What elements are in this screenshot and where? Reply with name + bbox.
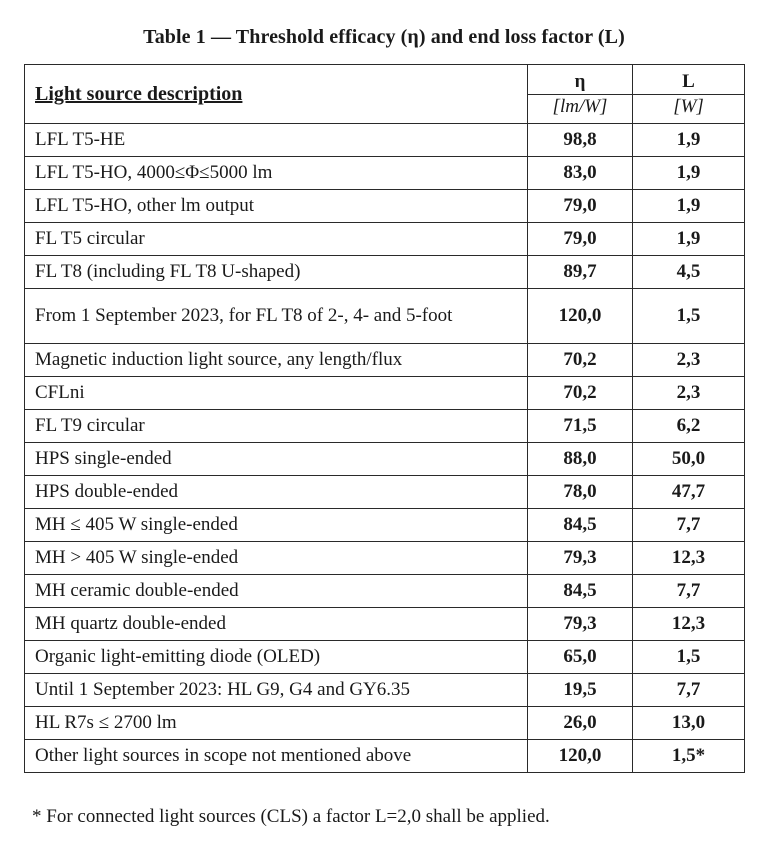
table-row xyxy=(25,124,745,157)
row-l-value: 12,3 xyxy=(633,542,745,575)
row-eta-value: 83,0 xyxy=(528,157,633,190)
column-header-description: Light source description xyxy=(25,65,528,124)
row-description: Until 1 September 2023: HL G9, G4 and GY6.35 xyxy=(25,674,528,707)
row-description: MH quartz double-ended xyxy=(25,608,528,641)
row-description: HPS double-ended xyxy=(25,476,528,509)
row-l-value: 1,5* xyxy=(633,740,745,773)
table-row xyxy=(25,223,745,256)
row-eta-value: 120,0 xyxy=(528,740,633,773)
row-description: FL T9 circular xyxy=(25,410,528,443)
row-description: LFL T5-HO, other lm output xyxy=(25,190,528,223)
row-description: MH ≤ 405 W single-ended xyxy=(25,509,528,542)
table-row xyxy=(25,542,745,575)
row-l-value: 7,7 xyxy=(633,674,745,707)
efficacy-table xyxy=(24,64,745,773)
row-l-value: 2,3 xyxy=(633,344,745,377)
row-description: MH > 405 W single-ended xyxy=(25,542,528,575)
row-eta-value: 79,3 xyxy=(528,608,633,641)
table-caption: Table 1 — Threshold efficacy (η) and end loss factor (L) xyxy=(143,26,625,48)
table-row xyxy=(25,256,745,289)
row-l-value: 1,9 xyxy=(633,190,745,223)
row-eta-value: 84,5 xyxy=(528,575,633,608)
row-eta-value: 84,5 xyxy=(528,509,633,542)
row-description: LFL T5-HE xyxy=(25,124,528,157)
table-row xyxy=(25,740,745,773)
row-eta-value: 79,0 xyxy=(528,223,633,256)
table-row xyxy=(25,509,745,542)
row-description: Organic light-emitting diode (OLED) xyxy=(25,641,528,674)
table-row xyxy=(25,641,745,674)
row-l-value: 1,9 xyxy=(633,157,745,190)
table-row xyxy=(25,157,745,190)
row-l-value: 2,3 xyxy=(633,377,745,410)
table-row xyxy=(25,190,745,223)
table-row xyxy=(25,443,745,476)
row-l-value: 1,9 xyxy=(633,223,745,256)
table-row xyxy=(25,707,745,740)
row-eta-value: 89,7 xyxy=(528,256,633,289)
table-row xyxy=(25,674,745,707)
row-eta-value: 78,0 xyxy=(528,476,633,509)
row-description: MH ceramic double-ended xyxy=(25,575,528,608)
row-eta-value: 79,0 xyxy=(528,190,633,223)
row-eta-value: 19,5 xyxy=(528,674,633,707)
table-row xyxy=(25,344,745,377)
row-description: CFLni xyxy=(25,377,528,410)
table-footnote: * For connected light sources (CLS) a factor L=2,0 shall be applied. xyxy=(32,806,550,827)
row-eta-value: 88,0 xyxy=(528,443,633,476)
row-l-value: 1,9 xyxy=(633,124,745,157)
row-description: Other light sources in scope not mentioned above xyxy=(25,740,528,773)
column-header-l: L xyxy=(633,65,745,95)
column-unit-eta: [lm/W] xyxy=(528,95,633,124)
row-l-value: 1,5 xyxy=(633,289,745,344)
table-row xyxy=(25,608,745,641)
row-l-value: 1,5 xyxy=(633,641,745,674)
row-description: HL R7s ≤ 2700 lm xyxy=(25,707,528,740)
row-l-value: 4,5 xyxy=(633,256,745,289)
table-row xyxy=(25,575,745,608)
row-eta-value: 65,0 xyxy=(528,641,633,674)
row-l-value: 50,0 xyxy=(633,443,745,476)
row-l-value: 13,0 xyxy=(633,707,745,740)
column-unit-l: [W] xyxy=(633,95,745,124)
table-row xyxy=(25,377,745,410)
row-l-value: 47,7 xyxy=(633,476,745,509)
row-eta-value: 70,2 xyxy=(528,344,633,377)
table-row xyxy=(25,410,745,443)
table-row xyxy=(25,289,745,344)
row-l-value: 12,3 xyxy=(633,608,745,641)
row-l-value: 7,7 xyxy=(633,509,745,542)
row-description: FL T8 (including FL T8 U-shaped) xyxy=(25,256,528,289)
table-row xyxy=(25,476,745,509)
row-description: LFL T5-HO, 4000≤Φ≤5000 lm xyxy=(25,157,528,190)
row-eta-value: 79,3 xyxy=(528,542,633,575)
header-row-symbols xyxy=(25,65,745,95)
row-eta-value: 120,0 xyxy=(528,289,633,344)
row-eta-value: 70,2 xyxy=(528,377,633,410)
row-description: Magnetic induction light source, any length/flux xyxy=(25,344,528,377)
row-eta-value: 71,5 xyxy=(528,410,633,443)
row-description: HPS single-ended xyxy=(25,443,528,476)
row-eta-value: 26,0 xyxy=(528,707,633,740)
row-l-value: 7,7 xyxy=(633,575,745,608)
row-l-value: 6,2 xyxy=(633,410,745,443)
row-description: From 1 September 2023, for FL T8 of 2-, 4- and 5-foot xyxy=(25,289,528,344)
column-header-eta: η xyxy=(528,65,633,95)
row-eta-value: 98,8 xyxy=(528,124,633,157)
row-description: FL T5 circular xyxy=(25,223,528,256)
